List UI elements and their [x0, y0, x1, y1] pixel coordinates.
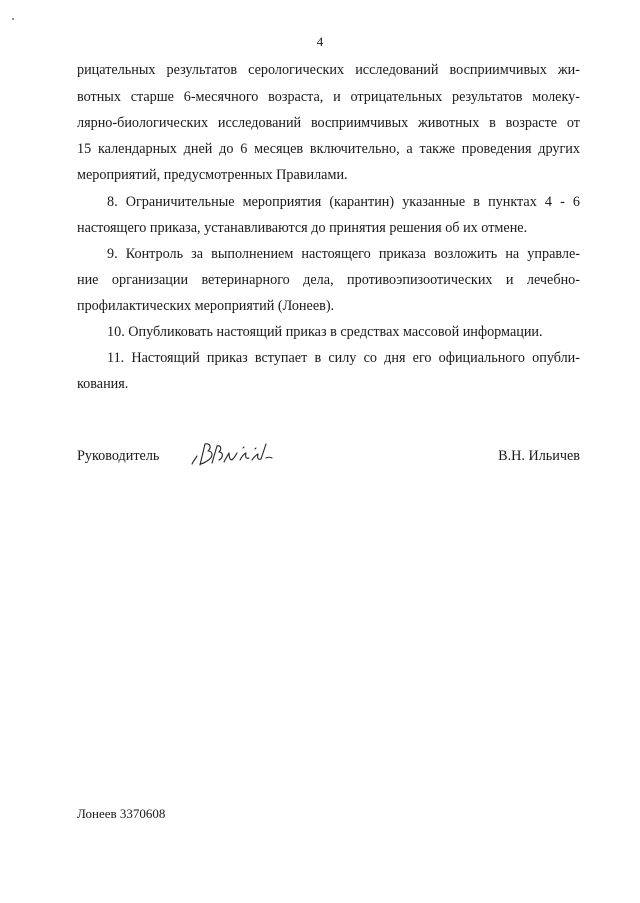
text-line: 15 календарных дней до 6 месяцев включительно, а также проведения других — [77, 141, 580, 157]
text-line: 8. Ограничительные мероприятия (карантин) указанные в пунктах 4 - 6 — [107, 194, 580, 210]
scan-speck — [12, 18, 14, 20]
text-line: профилактических мероприятий (Лонеев). — [77, 298, 335, 314]
text-line: 9. Контроль за выполнением настоящего приказа возложить на управле- — [107, 246, 580, 262]
page-number: 4 — [316, 34, 324, 49]
text-line: мероприятий, предусмотренных Правилами. — [77, 167, 348, 183]
text-line: настоящего приказа, устанавливаются до принятия решения об их отмене. — [77, 220, 528, 236]
signatory-title: Руководитель — [77, 448, 160, 464]
text-line: рицательных результатов серологических исследований восприимчивых жи- — [77, 62, 580, 78]
handwritten-signature — [188, 438, 280, 470]
footer-executor: Лонеев 3370608 — [77, 806, 166, 821]
text-line: 10. Опубликовать настоящий приказ в средствах массовой информации. — [107, 324, 543, 340]
text-line: лярно-биологических исследований восприимчивых животных в возрасте от — [77, 115, 580, 131]
text-line: вотных старше 6-месячного возраста, и отрицательных результатов молеку- — [77, 89, 580, 105]
text-line: 11. Настоящий приказ вступает в силу со дня его официального опубли- — [107, 350, 580, 366]
text-line: кования. — [77, 376, 129, 392]
text-line: ние организации ветеринарного дела, противоэпизоотических и лечебно- — [77, 272, 580, 288]
signatory-name: В.Н. Ильичев — [498, 448, 580, 464]
